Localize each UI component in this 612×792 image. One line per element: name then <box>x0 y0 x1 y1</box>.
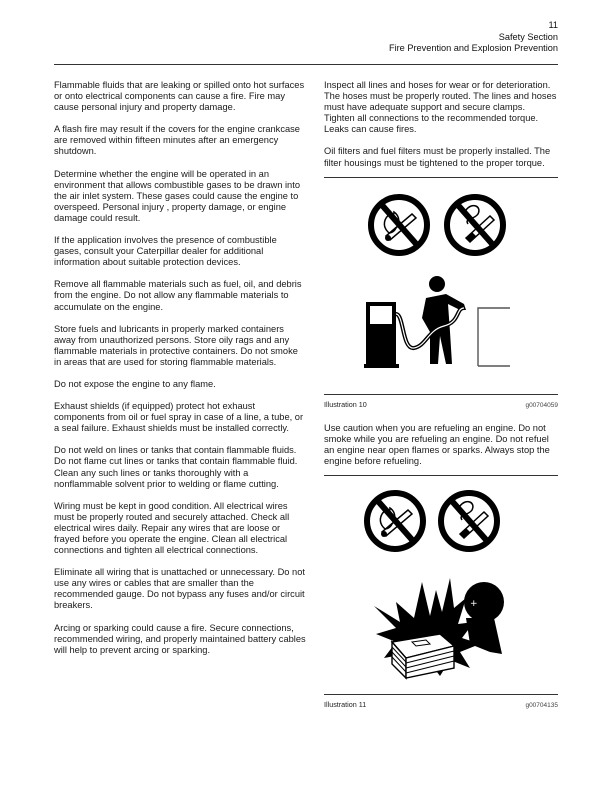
paragraph: Arcing or sparking could cause a fire. Secure connections, recommended wiring, and properly maintained battery cables will help to prevent arcing or sparking. <box>54 622 306 655</box>
page-number: 11 <box>548 20 558 30</box>
illustration-label: Illustration 10 <box>324 399 367 409</box>
paragraph: A flash fire may result if the covers for the engine crankcase are removed within fifteen minutes after an emergency shutdown. <box>54 124 300 157</box>
paragraph: Eliminate all wiring that is unattached or unnecessary. Do not use any wires or cables that are smaller than the recommended gauge. Do not bypass any fuses and/or circuit breakers. <box>54 567 305 611</box>
illustration-code: g00704059 <box>525 401 558 409</box>
no-open-flame-icon <box>366 192 432 258</box>
no-smoking-icon <box>436 488 502 554</box>
illustration-code: g00704135 <box>525 702 558 710</box>
subsection-title: Fire Prevention and Explosion Prevention <box>388 43 558 54</box>
paragraph: Remove all flammable materials such as fuel, oil, and debris from the engine. Do not allow any flammable materials to accumulate on the engine. <box>54 279 302 312</box>
no-smoking-icon <box>442 192 508 258</box>
illustration-10-caption <box>324 395 558 411</box>
illustration-11-caption <box>324 695 558 711</box>
paragraph: Inspect all lines and hoses for wear or for deterioration. The hoses must be properly routed. The lines and hoses must have adequate support and secure clamps. Tighten all connections to the recommended torque. Leaks can cause fires. <box>324 80 557 135</box>
illustration-label: Illustration 11 <box>324 700 367 710</box>
paragraph: Do not weld on lines or tanks that contain flammable fluids. Do not flame cut lines or tanks that contain flammable fluid. Clean any such lines or tanks thoroughly with a nonflammable solvent prior to welding or flame cutting. <box>54 445 298 489</box>
paragraph: Wiring must be kept in good condition. All electrical wires must be properly routed and securely attached. Check all electrical wires daily. Repair any wires that are loose or frayed before you operate the engine. Clean all electrical connections and tighten all electrical connections. <box>54 500 290 556</box>
refueling-person-icon <box>364 274 514 372</box>
illustration-11 <box>324 476 558 694</box>
section-title: Safety Section <box>498 31 558 42</box>
paragraph: Do not expose the engine to any flame. <box>54 378 216 389</box>
paragraph: Oil filters and fuel filters must be properly installed. The filter housings must be tightened to the proper torque. <box>324 146 551 168</box>
no-open-flame-icon <box>362 488 428 554</box>
illustration-10 <box>324 178 558 394</box>
paragraph: Exhaust shields (if equipped) protect hot exhaust components from oil or fuel spray in case of a line, a tube, or a seal failure. Exhaust shields must be installed correctly. <box>54 401 304 434</box>
battery-explosion-icon <box>370 572 510 682</box>
svg-text:+: + <box>470 599 478 610</box>
left-column <box>54 80 306 667</box>
paragraph: Flammable fluids that are leaking or spilled onto hot surfaces or onto electrical components can cause a fire. Fire may cause personal injury and property damage. <box>54 80 305 113</box>
paragraph: Determine whether the engine will be operated in an environment that allows combustible gases to be drawn into the air inlet system. These gases could cause the engine to overspeed. Personal injury , property damage, or engine damage could result. <box>54 168 300 223</box>
page-header <box>389 20 558 55</box>
paragraph: If the application involves the presence of combustible gases, consult your Caterpillar dealer for additional information about suitable protection devices. <box>54 235 277 268</box>
paragraph: Use caution when you are refueling an engine. Do not smoke while you are refueling an engine. Do not refuel an engine near open flames or sparks. Always stop the engine before refueling. <box>324 422 550 467</box>
right-column <box>324 80 558 711</box>
paragraph: Store fuels and lubricants in properly marked containers away from unauthorized persons. Store oily rags and any flammable materials in protective containers. Do not smoke in areas that are used for storing flammable materials. <box>54 323 298 367</box>
header-divider <box>54 64 558 65</box>
